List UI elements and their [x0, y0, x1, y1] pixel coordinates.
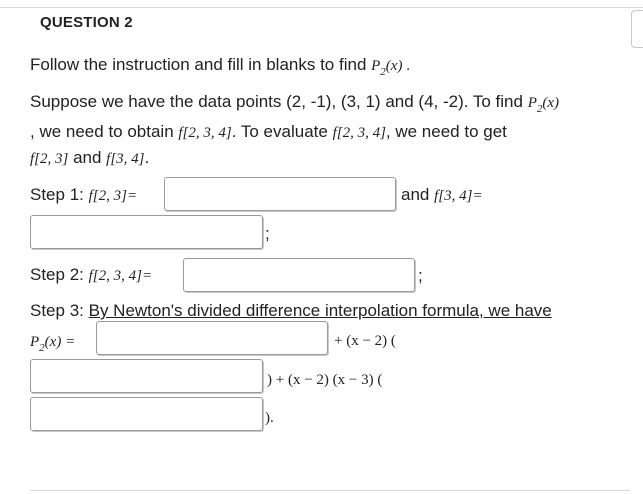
step1-expr-2: f[3, 4]= [434, 188, 483, 204]
intro-text: Follow the instruction and fill in blanks to find [30, 55, 372, 74]
step3-lhs: $P_2(x)$ = [30, 334, 76, 354]
step1-answer-2-field[interactable] [30, 215, 263, 249]
side-panel-tab[interactable] [631, 10, 643, 48]
bottom-divider [30, 490, 630, 491]
step2-expr: f[2, 3, 4]= [88, 268, 153, 284]
need2-expr-1: f[2, 3] [30, 151, 69, 167]
step3-description: By Newton's divided difference interpolation formula, we have [88, 301, 552, 320]
step1-answer-1-field[interactable] [164, 177, 396, 211]
step2-label: Step 2: f[2, 3, 4]= [30, 265, 153, 284]
need2-expr-2: f[3, 4] [106, 151, 145, 167]
question-title: QUESTION 2 [40, 14, 133, 31]
data-points-text: Suppose we have the data points (2, -1), (3, 1) and (4, -2). To find [30, 92, 528, 111]
step2-answer-field[interactable] [183, 258, 415, 292]
step3-term-3: ). [265, 410, 274, 426]
step3-term-1: + (x − 2) ( [334, 333, 396, 349]
step1-expr-1: f[2, 3]= [88, 188, 138, 204]
step3-label: Step 3: By Newton's divided difference interpolation formula, we have [30, 301, 552, 320]
intro-function: $P_2(x)$ [371, 58, 403, 78]
step2-semicolon: ; [418, 266, 423, 285]
data-points-function: $P_2(x)$ [527, 95, 560, 115]
need-line-2: f[2, 3] and f[3, 4]. [30, 148, 150, 167]
data-points-line [30, 92, 560, 115]
step3-term-2: ) + (x − 2) (x − 3) ( [267, 372, 383, 388]
need-line: , we need to obtain f[2, 3, 4]. To evaluate f[2, 3, 4], we need to get [30, 122, 507, 141]
step1-and: and f[3, 4]= [401, 185, 483, 204]
top-divider [0, 7, 643, 8]
need-expr-1: f[2, 3, 4] [178, 125, 232, 141]
step1-label: Step 1: f[2, 3]= [30, 185, 138, 204]
step1-semicolon: ; [265, 224, 270, 243]
intro-line: Follow the instruction and fill in blanks to find $P_2(x)$ . [30, 55, 410, 78]
need-expr-2: f[2, 3, 4] [332, 125, 386, 141]
step3-answer-2-field[interactable] [30, 359, 263, 393]
step3-answer-1-field[interactable] [96, 321, 328, 355]
step3-answer-3-field[interactable] [30, 397, 263, 431]
